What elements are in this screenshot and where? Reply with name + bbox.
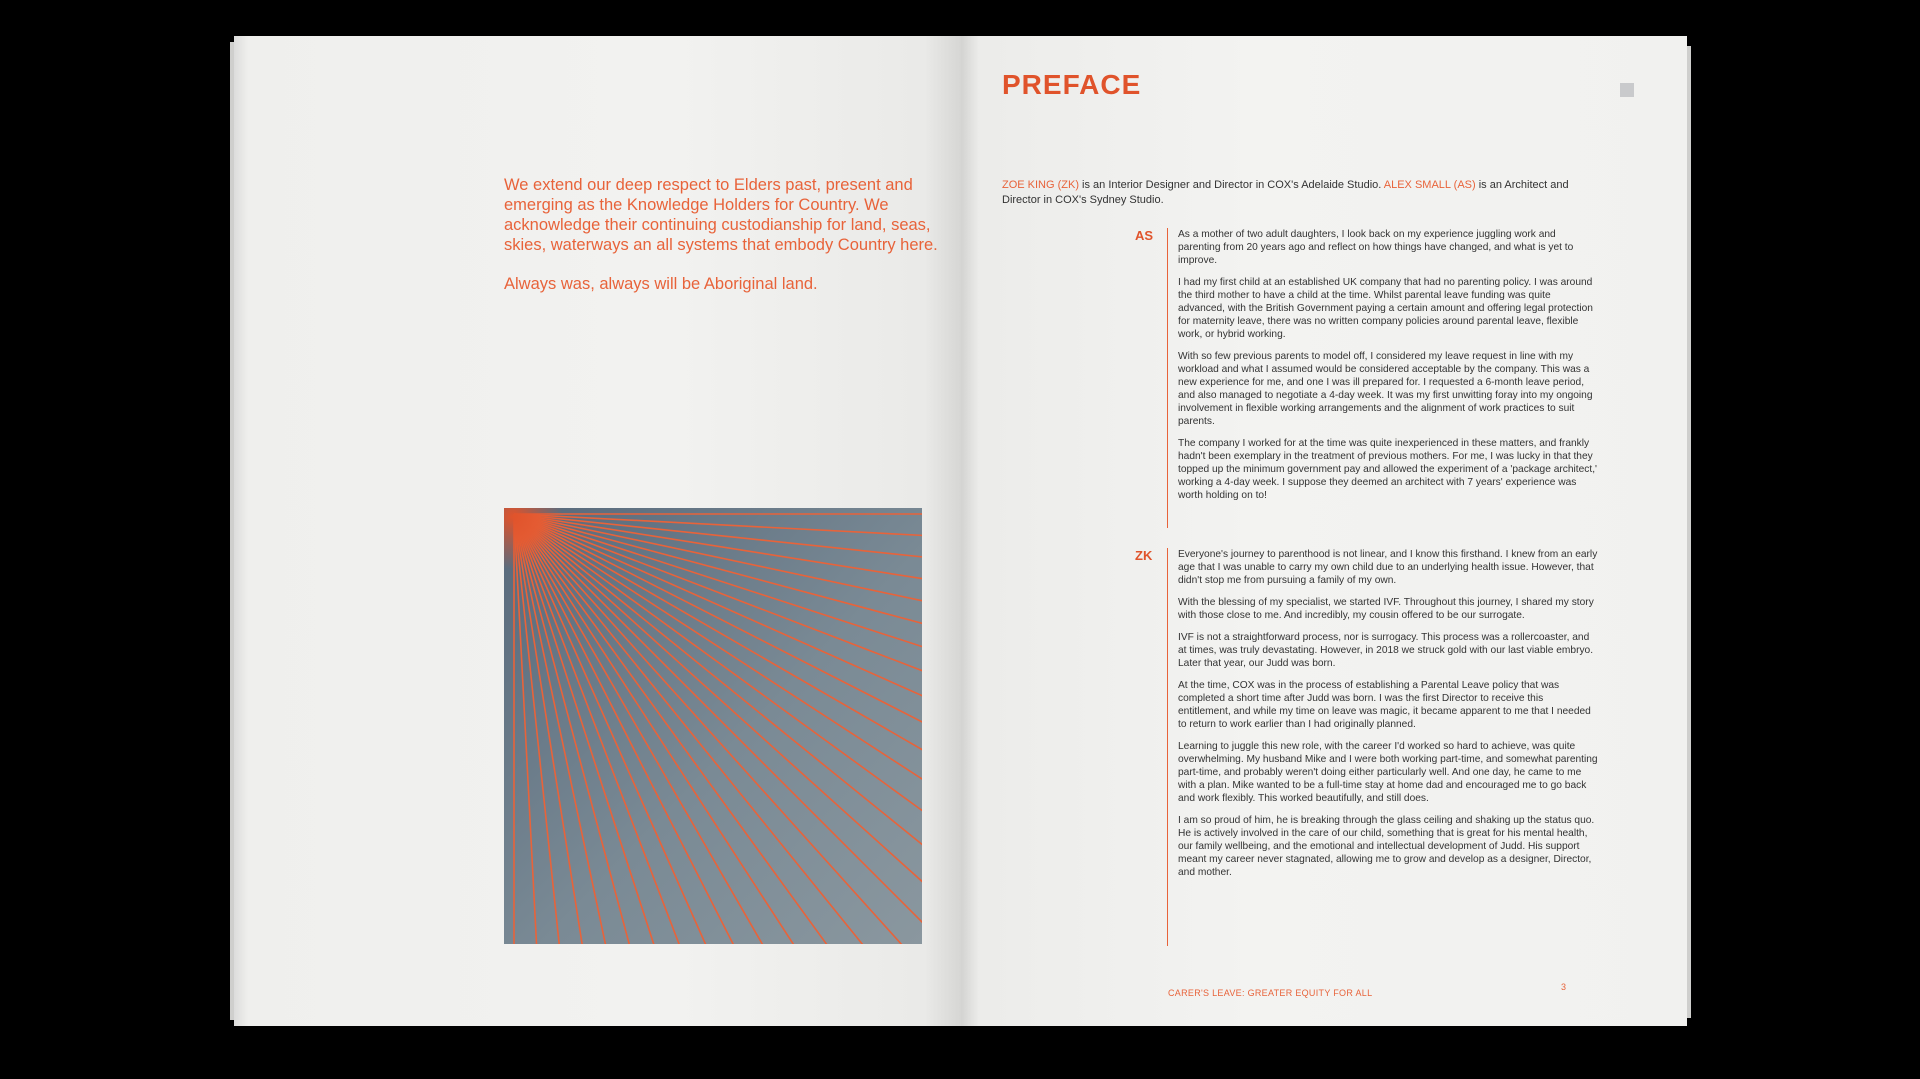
- paragraph: I had my first child at an established UK company that had no parenting policy. I was around the third mother to have a child at the time. Whilst parental leave funding was quite advanced, with the British Government paying a certain amount and offering legal protection for maternity leave, there was no written company policies around parental leave, flexible work, or hybrid working.: [1178, 277, 1593, 340]
- acknowledgement-closing: Always was, always will be Aboriginal land.: [504, 275, 818, 293]
- section-rule-zk: [1167, 548, 1168, 946]
- section-text-zk: [1178, 548, 1598, 888]
- section-text-as: [1178, 228, 1598, 511]
- section-initials-zk: ZK: [1135, 548, 1153, 563]
- right-page: [961, 36, 1687, 1026]
- author-name-zk: ZOE KING (ZK): [1002, 179, 1079, 191]
- paragraph: With the blessing of my specialist, we started IVF. Throughout this journey, I shared my story with those close to me. And incredibly, my cousin offered to be our surrogate.: [1178, 597, 1594, 621]
- section-initials-as: AS: [1135, 228, 1154, 243]
- left-page: [234, 36, 961, 1026]
- author-bio-as: is an Architect and Director in COX's Sydney Studio.: [1002, 179, 1569, 206]
- author-name-as: ALEX SMALL (AS): [1383, 179, 1476, 191]
- paragraph: At the time, COX was in the process of establishing a Parental Leave policy that was completed a short time after Judd was born. I was the first Director to receive this entitlement, and while my time on leave was magic, it became apparent to me that I needed to return to work earlier than I had originally planned.: [1178, 680, 1591, 730]
- paragraph: I am so proud of him, he is breaking through the glass ceiling and shaking up the status quo. He is actively involved in the care of our child, something that is great for his mental health, our family wellbeing, and the emotional and intellectual development of Judd. His support meant my career never stagnated, allowing me to grow and develop as a designer, Director, and mother.: [1178, 815, 1595, 878]
- paragraph: IVF is not a straightforward process, nor is surrogacy. This process was a rollercoaster, and at times, was truly devastating. However, in 2018 we struck gold with our last viable embryo. Later that year, our Judd was born.: [1178, 632, 1594, 669]
- section-zk: [961, 548, 1687, 988]
- acknowledgement-of-country: [504, 175, 944, 313]
- page-title: PREFACE: [1002, 69, 1142, 100]
- section-as: [961, 228, 1687, 558]
- booklet-spread: [234, 36, 1687, 1026]
- author-bio-zk: is an Interior Designer and Director in COX's Adelaide Studio.: [1079, 179, 1384, 191]
- paragraph: Everyone's journey to parenthood is not linear, and I know this firsthand. I knew from an early age that I was unable to carry my own child due to an underlying health issue. However, that didn't stop me from pursuing a family of my own.: [1178, 549, 1598, 586]
- running-footer: CARER'S LEAVE: GREATER EQUITY FOR ALL: [1168, 988, 1373, 998]
- paragraph: With so few previous parents to model off, I considered my leave request in line with my workload and what I assumed would be considered acceptable by the company. This was a new experience for me, and one I was ill prepared for. I requested a 6-month leave period, and also managed to negotiate a 4-day week. It was my first unwitting foray into my ongoing involvement in flexible working arrangements and the alignment of work practices to suit parents.: [1178, 351, 1593, 427]
- paragraph: The company I worked for at the time was quite inexperienced in these matters, and frankly hadn't been exemplary in the treatment of previous mothers. For me, I was lucky in that they topped up the minimum government pay and allowed the experiment of a 'package architect,' working a 4-day week. I suppose they deemed an architect with 7 years' experience was worth holding on to!: [1178, 438, 1597, 501]
- artwork-sun-glow: [504, 508, 922, 944]
- acknowledgement-paragraph: We extend our deep respect to Elders past, present and emerging as the Knowledge Holders for Country. We acknowledge their continuing custodianship for land, seas, skies, waterways an all systems that embody Country here.: [504, 176, 938, 254]
- paragraph: Learning to juggle this new role, with the career I'd worked so hard to achieve, was quite overwhelming. My husband Mike and I were both working part-time, and somewhat parenting part-time, and probably weren't doing either particularly well. And one day, he came to me with a plan. Mike wanted to be a full-time stay at home dad and encouraged me to go back and work flexibly. This worked beautifully, and still does.: [1178, 741, 1598, 804]
- page-number: 3: [1561, 982, 1567, 992]
- radiating-lines-artwork: [504, 508, 922, 944]
- page-marker-square: [1620, 83, 1634, 97]
- section-rule-as: [1167, 228, 1168, 528]
- preface-intro: [1002, 178, 1602, 208]
- paragraph: As a mother of two adult daughters, I look back on my experience juggling work and parenting from 20 years ago and reflect on how things have changed, and what is yet to improve.: [1178, 229, 1574, 266]
